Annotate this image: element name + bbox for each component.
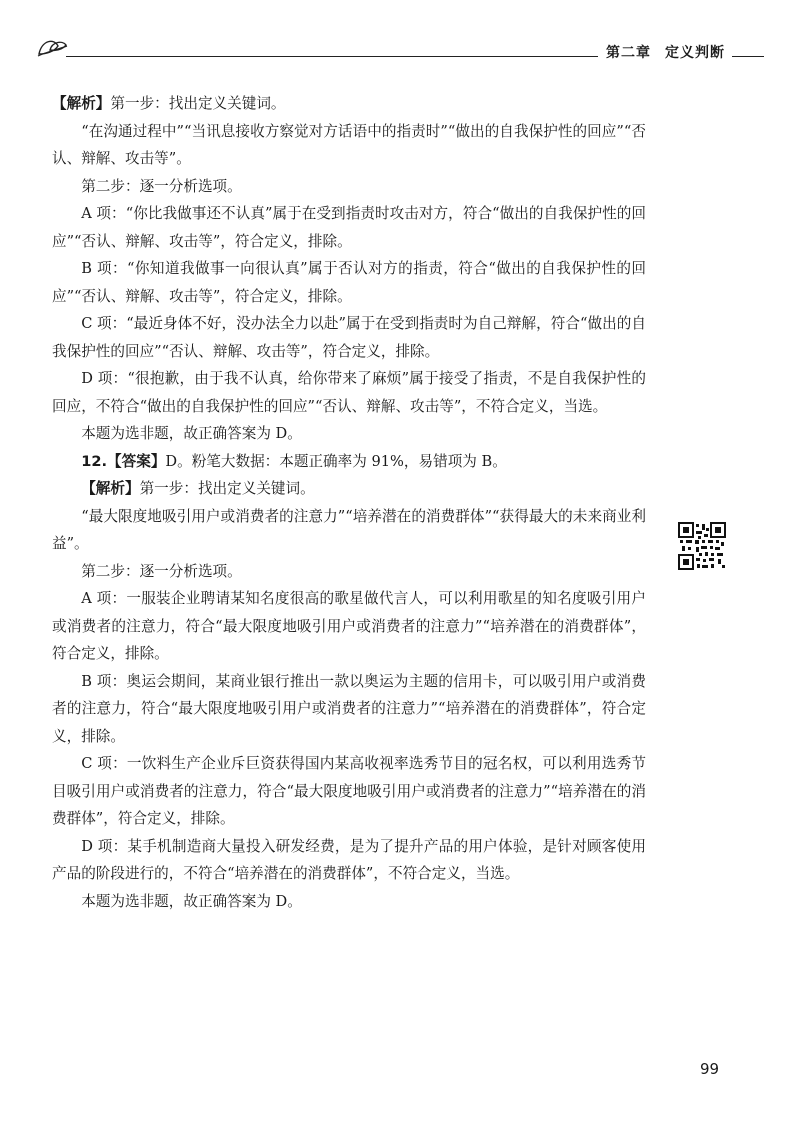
paragraph-text: B 项：“你知道我做事一向很认真”属于否认对方的指责，符合“做出的自我保护性的回应”“否认、辩解、攻击等”，符合定义，排除。 <box>52 260 646 305</box>
page-number: 99 <box>700 1060 720 1078</box>
paragraph-label: 12.【答案】 <box>81 452 166 470</box>
paragraph-text: 第二步：逐一分析选项。 <box>81 562 242 580</box>
paragraph-text: “在沟通过程中”“当讯息接收方察觉对方话语中的指责时”“做出的自我保护性的回应”“否认、辩解、攻击等”。 <box>52 122 646 167</box>
paragraph-text: A 项：“你比我做事还不认真”属于在受到指责时攻击对方，符合“做出的自我保护性的回应”“否认、辩解、攻击等”，符合定义，排除。 <box>52 205 646 250</box>
paragraph-text: B 项：奥运会期间，某商业银行推出一款以奥运为主题的信用卡，可以吸引用户或消费者的注意力，符合“最大限度地吸引用户或消费者的注意力”“培养潜在的消费群体”，符合定义，排除。 <box>52 672 646 745</box>
qr-code-icon <box>678 522 726 570</box>
header-rule-right <box>732 56 764 57</box>
paragraph-text: 本题为选非题，故正确答案为 D。 <box>81 892 302 910</box>
paragraph <box>52 750 646 833</box>
paragraph-label: 【解析】 <box>81 480 140 497</box>
paragraph <box>52 90 646 118</box>
paragraph <box>52 255 646 310</box>
paragraph <box>52 118 646 173</box>
paragraph-text: D 项：某手机制造商大量投入研发经费，是为了提升产品的用户体验，是针对顾客使用产品的阶段进行的，不符合“培养潜在的消费群体”，不符合定义，当选。 <box>52 837 646 882</box>
leaf-logo-icon <box>36 36 68 58</box>
running-header <box>36 34 764 64</box>
paragraph-text: “最大限度地吸引用户或消费者的注意力”“培养潜在的消费群体”“获得最大的未来商业利益”。 <box>52 507 646 552</box>
answer-explanation-body <box>52 90 646 915</box>
paragraph-text: 本题为选非题，故正确答案为 D。 <box>81 425 302 442</box>
paragraph-text: 第一步：找出定义关键词。 <box>139 480 315 497</box>
paragraph <box>52 833 646 888</box>
paragraph <box>52 503 646 558</box>
paragraph-text: A 项：一服装企业聘请某知名度很高的歌星做代言人，可以利用歌星的知名度吸引用户或消费者的注意力，符合“最大限度地吸引用户或消费者的注意力”“培养潜在的消费群体”，符合定义，排除。 <box>52 590 646 662</box>
paragraph <box>52 668 646 751</box>
chapter-number: 第二章 <box>606 45 651 61</box>
paragraph <box>52 475 646 503</box>
section-title: 定义判断 <box>665 45 725 61</box>
paragraph-text: C 项：“最近身体不好，没办法全力以赴”属于在受到指责时为自己辩解，符合“做出的自我保护性的回应”“否认、辩解、攻击等”，符合定义，排除。 <box>52 315 646 360</box>
paragraph-text: 第一步：找出定义关键词。 <box>110 95 286 112</box>
paragraph <box>52 365 646 420</box>
paragraph-text: D。粉笔大数据：本题正确率为 91%，易错项为 B。 <box>165 452 507 470</box>
header-rule-left <box>66 56 598 57</box>
chapter-title <box>606 42 725 62</box>
paragraph-text: C 项：一饮料生产企业斥巨资获得国内某高收视率选秀节目的冠名权，可以利用选秀节目吸引用户或消费者的注意力，符合“最大限度地吸引用户或消费者的注意力”“培养潜在的消费群体”，符合定义，排除。 <box>52 755 646 827</box>
paragraph <box>52 558 646 586</box>
paragraph <box>52 448 646 476</box>
paragraph <box>52 888 646 916</box>
paragraph-text: D 项：“很抱歉，由于我不认真，给你带来了麻烦”属于接受了指责，不是自我保护性的回应，不符合“做出的自我保护性的回应”“否认、辩解、攻击等”，不符合定义，当选。 <box>52 370 646 415</box>
paragraph <box>52 310 646 365</box>
paragraph <box>52 420 646 448</box>
paragraph-label: 【解析】 <box>52 95 111 112</box>
paragraph <box>52 173 646 201</box>
paragraph <box>52 200 646 255</box>
paragraph-text: 第二步：逐一分析选项。 <box>81 177 242 195</box>
paragraph <box>52 585 646 668</box>
